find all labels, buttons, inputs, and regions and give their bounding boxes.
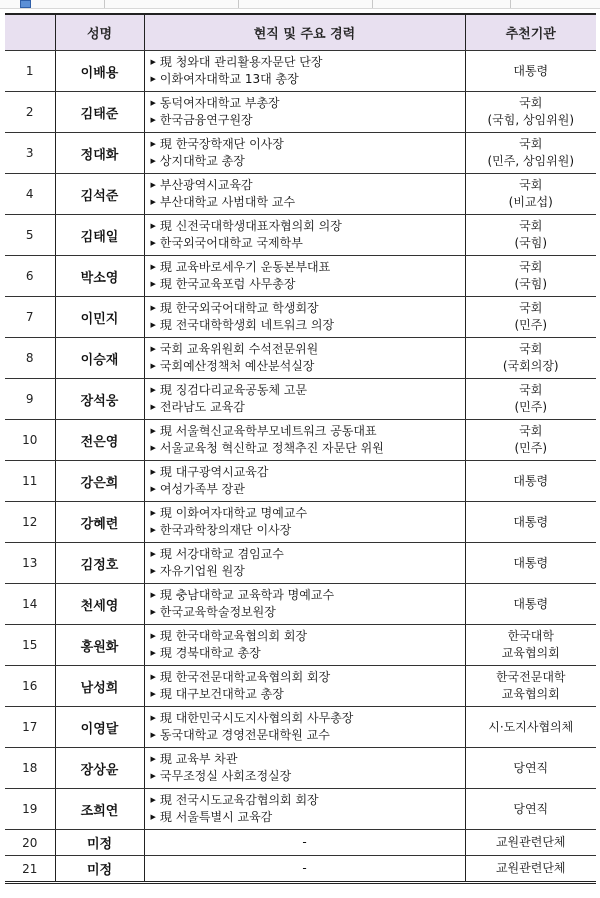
table-row xyxy=(5,379,596,420)
career-text: 국무조정실 사회조정실장 xyxy=(159,769,292,783)
member-name: 장석웅 xyxy=(55,379,144,420)
career-item xyxy=(151,358,465,375)
career-item xyxy=(151,604,465,621)
career-text: 現 대구광역시교육감 xyxy=(159,465,269,479)
recommender-text: 교육협의회 xyxy=(501,646,560,660)
bullet-icon: ▶ xyxy=(150,75,156,83)
row-number: 14 xyxy=(5,584,55,625)
header-name: 성명 xyxy=(55,14,144,51)
committee-members-table xyxy=(5,13,596,884)
career-item xyxy=(151,464,465,481)
career-item xyxy=(151,153,465,170)
header-recommender: 추천기관 xyxy=(465,14,596,51)
bullet-icon: ▶ xyxy=(150,345,156,353)
career-text: 現 한국장학재단 이사장 xyxy=(159,137,284,151)
row-number: 20 xyxy=(5,830,55,856)
bullet-icon: ▶ xyxy=(150,321,156,329)
career-text: 서울교육청 혁신학교 정책추진 자문단 위원 xyxy=(159,441,384,455)
row-number: 2 xyxy=(5,92,55,133)
table-row xyxy=(5,502,596,543)
member-name: 이영달 xyxy=(55,707,144,748)
career-item xyxy=(151,686,465,703)
career-cell xyxy=(144,856,465,883)
career-item xyxy=(151,727,465,744)
career-text: 現 충남대학교 교육학과 명예교수 xyxy=(159,588,335,602)
bullet-icon: ▶ xyxy=(150,485,156,493)
career-item xyxy=(151,300,465,317)
career-text: 現 교육부 차관 xyxy=(159,752,238,766)
career-cell xyxy=(144,379,465,420)
recommender-cell xyxy=(465,625,596,666)
member-name: 김태일 xyxy=(55,215,144,256)
recommender-text: (국힘) xyxy=(514,236,548,250)
career-item xyxy=(151,54,465,71)
member-name: 이민지 xyxy=(55,297,144,338)
row-number: 12 xyxy=(5,502,55,543)
member-name: 남성희 xyxy=(55,666,144,707)
table-row xyxy=(5,543,596,584)
bullet-icon: ▶ xyxy=(150,280,156,288)
recommender-text: (민주) xyxy=(514,400,548,414)
career-item xyxy=(151,768,465,785)
recommender-text: 시·도지사협의체 xyxy=(488,719,574,734)
career-cell xyxy=(144,51,465,92)
career-text: - xyxy=(302,835,307,849)
bullet-icon: ▶ xyxy=(150,608,156,616)
member-name: 이승재 xyxy=(55,338,144,379)
career-text: 부산광역시교육감 xyxy=(159,178,253,192)
bullet-icon: ▶ xyxy=(150,181,156,189)
member-name: 천세영 xyxy=(55,584,144,625)
career-text: 現 청와대 관리활용자문단 단장 xyxy=(159,55,323,69)
career-text: 상지대학교 총장 xyxy=(159,154,245,168)
member-name: 조희연 xyxy=(55,789,144,830)
career-text: 이화여자대학교 13대 총장 xyxy=(159,72,299,86)
recommender-text: 국회 xyxy=(519,96,543,110)
recommender-cell xyxy=(465,338,596,379)
career-item xyxy=(151,423,465,440)
bullet-icon: ▶ xyxy=(150,714,156,722)
recommender-cell xyxy=(465,830,596,856)
career-item xyxy=(145,860,465,877)
table-row xyxy=(5,789,596,830)
recommender-cell xyxy=(465,133,596,174)
divider xyxy=(510,0,511,8)
member-name: 장상윤 xyxy=(55,748,144,789)
career-item xyxy=(151,136,465,153)
career-item xyxy=(151,751,465,768)
table-row xyxy=(5,748,596,789)
table-row xyxy=(5,420,596,461)
career-cell xyxy=(144,215,465,256)
career-text: 부산대학교 사범대학 교수 xyxy=(159,195,296,209)
career-item xyxy=(151,809,465,826)
recommender-text: 국회 xyxy=(519,342,543,356)
member-name: 김정호 xyxy=(55,543,144,584)
table-row xyxy=(5,297,596,338)
career-text: 現 서울혁신교육학부모네트워크 공동대표 xyxy=(159,424,377,438)
recommender-cell xyxy=(465,297,596,338)
recommender-cell xyxy=(465,256,596,297)
table-row xyxy=(5,338,596,379)
career-text: 국회예산정책처 예산분석실장 xyxy=(159,359,315,373)
table-row xyxy=(5,174,596,215)
recommender-cell xyxy=(465,51,596,92)
header-career: 현직 및 주요 경력 xyxy=(144,14,465,51)
table-row xyxy=(5,707,596,748)
career-item xyxy=(151,194,465,211)
career-cell xyxy=(144,625,465,666)
bullet-icon: ▶ xyxy=(150,140,156,148)
table-row xyxy=(5,256,596,297)
career-text: - xyxy=(302,861,307,875)
bullet-icon: ▶ xyxy=(150,591,156,599)
recommender-text: (민주) xyxy=(514,441,548,455)
recommender-text: 대통령 xyxy=(513,473,549,488)
recommender-text: (국힘, 상임위원) xyxy=(487,113,575,127)
table-icon[interactable] xyxy=(20,0,31,8)
career-cell xyxy=(144,789,465,830)
recommender-text: 한국대학 xyxy=(507,629,554,643)
bullet-icon: ▶ xyxy=(150,468,156,476)
table-row xyxy=(5,666,596,707)
bullet-icon: ▶ xyxy=(150,526,156,534)
member-name: 전은영 xyxy=(55,420,144,461)
career-cell xyxy=(144,174,465,215)
header-number xyxy=(5,14,55,51)
bullet-icon: ▶ xyxy=(150,403,156,411)
career-text: 한국과학창의재단 이사장 xyxy=(159,523,292,537)
recommender-cell xyxy=(465,461,596,502)
career-text: 現 한국외국어대학교 학생회장 xyxy=(159,301,319,315)
career-item xyxy=(151,522,465,539)
career-text: 現 한국전문대학교육협의회 회장 xyxy=(159,670,331,684)
bullet-icon: ▶ xyxy=(150,690,156,698)
career-cell xyxy=(144,707,465,748)
career-cell xyxy=(144,748,465,789)
recommender-text: 당연직 xyxy=(513,760,549,775)
recommender-text: 대통령 xyxy=(513,63,549,78)
career-cell xyxy=(144,92,465,133)
recommender-text: (민주) xyxy=(514,318,548,332)
recommender-cell xyxy=(465,174,596,215)
career-text: 동덕여자대학교 부총장 xyxy=(159,96,280,110)
table-body xyxy=(5,51,596,883)
row-number: 17 xyxy=(5,707,55,748)
recommender-text: 당연직 xyxy=(513,801,549,816)
career-text: 자유기업원 원장 xyxy=(159,564,245,578)
row-number: 8 xyxy=(5,338,55,379)
career-cell xyxy=(144,461,465,502)
bullet-icon: ▶ xyxy=(150,304,156,312)
career-text: 現 신전국대학생대표자협의회 의장 xyxy=(159,219,342,233)
recommender-text: 한국전문대학 xyxy=(495,670,566,684)
career-cell xyxy=(144,133,465,174)
recommender-text: 국회 xyxy=(519,301,543,315)
recommender-cell xyxy=(465,215,596,256)
recommender-text: 교원관련단체 xyxy=(495,835,566,849)
career-text: 現 전국대학학생회 네트워크 의장 xyxy=(159,318,335,332)
member-name: 강은희 xyxy=(55,461,144,502)
table-row xyxy=(5,625,596,666)
career-item xyxy=(151,628,465,645)
career-item xyxy=(145,834,465,851)
career-item xyxy=(151,95,465,112)
table-row xyxy=(5,51,596,92)
recommender-cell xyxy=(465,707,596,748)
recommender-text: 교원관련단체 xyxy=(495,861,566,875)
recommender-text: 국회 xyxy=(519,219,543,233)
bullet-icon: ▶ xyxy=(150,673,156,681)
recommender-text: 대통령 xyxy=(513,555,549,570)
career-text: 現 서울특별시 교육감 xyxy=(159,810,273,824)
bullet-icon: ▶ xyxy=(150,796,156,804)
career-item xyxy=(151,177,465,194)
bullet-icon: ▶ xyxy=(150,550,156,558)
career-text: 現 한국대학교육협의회 회장 xyxy=(159,629,308,643)
member-name: 이배용 xyxy=(55,51,144,92)
recommender-text: 대통령 xyxy=(513,596,549,611)
table-row xyxy=(5,215,596,256)
table-row xyxy=(5,92,596,133)
row-number: 6 xyxy=(5,256,55,297)
bullet-icon: ▶ xyxy=(150,444,156,452)
table-row xyxy=(5,856,596,883)
bullet-icon: ▶ xyxy=(150,386,156,394)
career-text: 現 대한민국시도지사협의회 사무총장 xyxy=(159,711,354,725)
career-text: 現 한국교육포럼 사무총장 xyxy=(159,277,296,291)
bullet-icon: ▶ xyxy=(150,632,156,640)
career-cell xyxy=(144,297,465,338)
bullet-icon: ▶ xyxy=(150,772,156,780)
career-text: 전라남도 교육감 xyxy=(159,400,245,414)
bullet-icon: ▶ xyxy=(150,263,156,271)
bullet-icon: ▶ xyxy=(150,813,156,821)
table-row xyxy=(5,461,596,502)
member-name: 미정 xyxy=(55,856,144,883)
recommender-cell xyxy=(465,502,596,543)
toolbar-strip xyxy=(0,0,600,9)
recommender-text: 국회 xyxy=(519,137,543,151)
bullet-icon: ▶ xyxy=(150,222,156,230)
bullet-icon: ▶ xyxy=(150,755,156,763)
career-item xyxy=(151,276,465,293)
recommender-text: 대통령 xyxy=(513,514,549,529)
bullet-icon: ▶ xyxy=(150,58,156,66)
bullet-icon: ▶ xyxy=(150,567,156,575)
bullet-icon: ▶ xyxy=(150,116,156,124)
recommender-text: (국회의장) xyxy=(502,359,559,373)
row-number: 18 xyxy=(5,748,55,789)
recommender-text: 국회 xyxy=(519,178,543,192)
row-number: 5 xyxy=(5,215,55,256)
recommender-cell xyxy=(465,789,596,830)
bullet-icon: ▶ xyxy=(150,198,156,206)
career-cell xyxy=(144,584,465,625)
bullet-icon: ▶ xyxy=(150,362,156,370)
row-number: 11 xyxy=(5,461,55,502)
career-cell xyxy=(144,502,465,543)
row-number: 16 xyxy=(5,666,55,707)
recommender-text: 교육협의회 xyxy=(501,687,560,701)
recommender-cell xyxy=(465,666,596,707)
career-item xyxy=(151,399,465,416)
career-cell xyxy=(144,543,465,584)
row-number: 10 xyxy=(5,420,55,461)
career-text: 한국금융연구원장 xyxy=(159,113,253,127)
career-item xyxy=(151,382,465,399)
career-item xyxy=(151,481,465,498)
bullet-icon: ▶ xyxy=(150,731,156,739)
career-item xyxy=(151,259,465,276)
recommender-text: (국힘) xyxy=(514,277,548,291)
career-item xyxy=(151,71,465,88)
career-item xyxy=(151,218,465,235)
career-cell xyxy=(144,338,465,379)
career-item xyxy=(151,669,465,686)
recommender-cell xyxy=(465,543,596,584)
career-text: 여성가족부 장관 xyxy=(159,482,245,496)
career-text: 現 교육바로세우기 운동본부대표 xyxy=(159,260,331,274)
row-number: 7 xyxy=(5,297,55,338)
career-item xyxy=(151,112,465,129)
recommender-cell xyxy=(465,584,596,625)
row-number: 13 xyxy=(5,543,55,584)
career-text: 現 전국시도교육감협의회 회장 xyxy=(159,793,319,807)
recommender-text: (비교섭) xyxy=(508,195,553,209)
table-row xyxy=(5,133,596,174)
member-name: 김석준 xyxy=(55,174,144,215)
bullet-icon: ▶ xyxy=(150,509,156,517)
career-cell xyxy=(144,666,465,707)
career-item xyxy=(151,317,465,334)
row-number: 9 xyxy=(5,379,55,420)
career-text: 한국외국어대학교 국제학부 xyxy=(159,236,303,250)
career-text: 現 징검다리교육공동체 고문 xyxy=(159,383,308,397)
row-number: 3 xyxy=(5,133,55,174)
row-number: 4 xyxy=(5,174,55,215)
row-number: 15 xyxy=(5,625,55,666)
recommender-text: 국회 xyxy=(519,424,543,438)
career-text: 동국대학교 경영전문대학원 교수 xyxy=(159,728,330,742)
recommender-cell xyxy=(465,748,596,789)
career-item xyxy=(151,440,465,457)
member-name: 홍원화 xyxy=(55,625,144,666)
bullet-icon: ▶ xyxy=(150,649,156,657)
career-item xyxy=(151,792,465,809)
table-header-row xyxy=(5,14,596,51)
bullet-icon: ▶ xyxy=(150,239,156,247)
divider xyxy=(372,0,373,8)
career-text: 국회 교육위원회 수석전문위원 xyxy=(159,342,319,356)
career-item xyxy=(151,546,465,563)
recommender-text: (민주, 상임위원) xyxy=(487,154,575,168)
row-number: 21 xyxy=(5,856,55,883)
career-cell xyxy=(144,420,465,461)
career-item xyxy=(151,341,465,358)
divider xyxy=(238,0,239,8)
member-name: 미정 xyxy=(55,830,144,856)
row-number: 1 xyxy=(5,51,55,92)
bullet-icon: ▶ xyxy=(150,99,156,107)
career-text: 現 이화여자대학교 명예교수 xyxy=(159,506,308,520)
recommender-cell xyxy=(465,379,596,420)
career-cell xyxy=(144,830,465,856)
table-row xyxy=(5,830,596,856)
table-row xyxy=(5,584,596,625)
divider xyxy=(104,0,105,8)
member-name: 강혜련 xyxy=(55,502,144,543)
career-cell xyxy=(144,256,465,297)
member-name: 정대화 xyxy=(55,133,144,174)
member-name: 김태준 xyxy=(55,92,144,133)
bullet-icon: ▶ xyxy=(150,157,156,165)
recommender-text: 국회 xyxy=(519,383,543,397)
bullet-icon: ▶ xyxy=(150,427,156,435)
career-item xyxy=(151,710,465,727)
career-item xyxy=(151,563,465,580)
recommender-cell xyxy=(465,856,596,883)
recommender-text: 국회 xyxy=(519,260,543,274)
row-number: 19 xyxy=(5,789,55,830)
recommender-cell xyxy=(465,92,596,133)
career-item xyxy=(151,235,465,252)
career-item xyxy=(151,587,465,604)
recommender-cell xyxy=(465,420,596,461)
career-item xyxy=(151,645,465,662)
career-text: 現 경북대학교 총장 xyxy=(159,646,261,660)
member-name: 박소영 xyxy=(55,256,144,297)
career-text: 한국교육학술정보원장 xyxy=(159,605,276,619)
career-item xyxy=(151,505,465,522)
career-text: 現 서강대학교 겸임교수 xyxy=(159,547,284,561)
career-text: 現 대구보건대학교 총장 xyxy=(159,687,284,701)
